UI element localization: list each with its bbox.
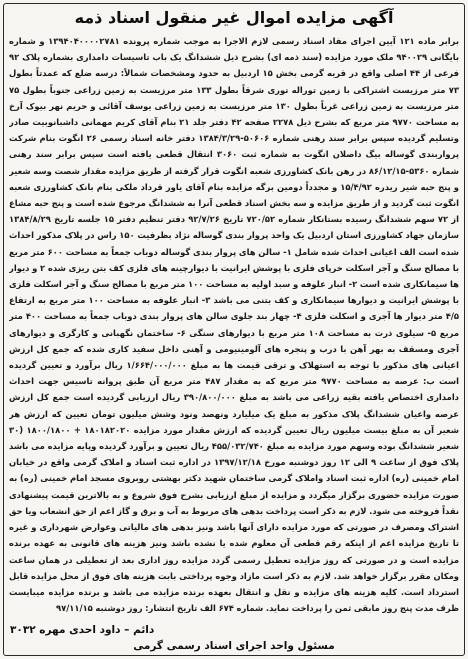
notice-body: برابر ماده ۱۲۱ آیین اجرای مفاد اسناد رسمی لازم الاجرا به موجب شماره پرونده ۱۳۹۴۰۴۰۰۰۰۲۷۸۱ و شماره بایگانی ۹۴۰۰۲۹ ملک مورد مزایده (سند ذمه ای) بشرح ذیل ششدانگ یک باب تاسیسات دامداری بشماره پلاک ۹۲ فرعی از ۴۴ اصلی واقع در قریه گرمی بخش ۱۵ اردبیل به حدود ومشخصات شمالاً: درسه ضلع که عمدتاً بطول ۷۳ متر مرزیست اشتراکی با زمین توراله توری شرقاً بطول ۱۳۳ متر مرزیست به زمین زراعی جنوباً بطول ۷۵ متر مرزیست به زمین زراعی غرباً بطول ۱۳۰ متر مرزیست به زمین زراعی یوسف آقائی و حریم نهر بیوک آرخ به مساحت ۹۷۷۰ متر مربع که بشرح ذیل ۲۲۷۸ صفحه ۴۲ دفتر جلد ۲۱ بنام آقای کریم مهمانی داشبانوبیت صادر وتسلیم گردیده سپس برابر سند رهنی شماره ۵۰۶۰۶-۱۳۸۴/۳/۲۹ دفتر خانه اسناد رسمی ۲۶ انگوت بنام شرکت پرواربندی گوساله بیگ داصلان انگوت به شماره ثبت ۳۰۶۰ انتقال قطعی یافته است سپس برابر سند رهنی شماره ۵۳۶۰-۸۶/۱۲/۱۵ در رهن بانک کشاورزی شعبه انگوت قرار گرفته از طریق مزایده مقدار شصت وسه شعیر و پنج حبه شیر ریدره ۱۵/۴/۹۲ و مجدداً دومین برگه مزایده بنام آقای یاور قرداد ملکی بنام بانک کشاورزی شعبه انگوت ثبت گردید و از طریق مزایده و سه بخش اسناد قطعی آنرا به ششدانگ مرجوع شده است و پنج حبه مشاع از ۷۲ سهم ششدانگ رسیده بستانکار شماره ۷۲۰/۵۲ تاریخ ۹۲/۷/۲۶ دفتر تنظیم دفتر ۱۵ جلسه تاریخ ۱۳۸۴/۸/۲۹ سازمان جهاد کشاورزی استان اردبیل یک واحد پروار بندی گوساله نژاد بظرفیت ۱۵۰ راس در پلاک مذکور احداث شده است الف اعیانی احداث شده شامل ۱- سالن های پروار بندی گوساله دوباب جمعاً به مساحت ۶۰۰ متر مربع با مصالح سنگ و آجر اسکلت خرپای فلزی با پوشش ایرانیت با دیوارچینه های فلزی کف بتن ریزی شده ۲ و دیوار ها سیمانکاری شده است ۲- انبار علوفه و سبد اولیه به مساحت ۱۰۰ متر مربع با مصالح سنگ و آجر اسکلت فلزی با پوشش ایرانیت و دیوارها سیمانکاری و کف بتنی می باشد ۳- انبار علوفه به مساحت ۱۰۰ متر مربع به ارتفاع ۴/۵ متر دیوار ها آجری و اسکلت فلزی ۴- چهار بند جلوی سالن های پروار بندی دوباب جمعاً به مساحت ۴۰۰ متر مربع ۵- سیلوی ذرت به مساحت ۱۰۸ متر مربع با دیوارهای سنگی ۶- ساختمان نگهبانی و کارگری و دیوارهای آجری ومسقف به بهر آهن با درب و پنجره های آلومینیومی و آهنی داخل سفید کاری شده که جمع کل ارزش اعیانی های مذکور با توجه به استهلاک و ترقی قیمت ها به مبلغ ۱/۶۶۴/۰۰۰/۰۰۰ ریال برآورد و تعیین گردیده است ب: عرصه به مساحت ۹۷۷۰ متر مربع که به مقدار ۴۸۷ متر مربع آن طبق پروانه تاسیس جهت احداث دامداری اختصاص یافته بقیه زراعی می باشد به مبلغ ۳۹۰/۸۰۰/۰۰۰ ریال ارزیابی گردیده است جمع کل ارزش عرصه واعیان ششدانگ پلاک مذکور به مبلغ یک میلیارد ونهصد ونود وشش میلیون تومان تعیین که ارزش هر شعیر آن به مبلغ بیست میلیون ریال تعیین گردیده که ارزش مقدار مورد مزایده ۱۸۰۱۸۲۰۲۰ + ۱۸۰۰/۱۸۰۰ (۳۰ شعیر ششدانگ بوده وسهم مورد مزایده به مبلغ ۴۵۵/۰۳۲/۷۴۰ ریال تعیین و برآورد گردیده وپایه مزایده می باشد پلاک فوق از ساعت ۹ الی ۱۲ روز دوشنبه مورخ ۱۳۹۷/۱۲/۱۸ در اداره ثبت اسناد و املاک گرمی واقع در خیابان امام خمینی (ره) اداره ثبت اسناد واملاک گرمی ساختمان شهید دکتر بهشتی روبروی مسجد امام خمینی (ره) به صورت مزایده حضوری برگزار میگردد و مزایده از مبلغ ارزیابی بشرح فوق شروع و به بالاترین قیمت پیشنهادی نقداً فروخته می شود. لازم به ذکر است پرداخت بدهی های مربوط به آب و برق و گاز اعم از حق انشعاب ویا حق اشتراک ومصرف در صورتی که مورد مزایده دارای آنها باشد ونیز بدهی های مالیاتی وعوارض شهرداری و غیره تا تاریخ مزایده اعم از اینکه رقم قطعی آن معلوم شده یا نشده باشد ونیز هزینه های قانونی به عهده برنده مزایده است و در صورتی که روز مزایده تعطیل رسمی گردد مزایده روز اداری بعد از تعطیلی در همان ساعت ومکان مقرر برگزار خواهد شد. لازم به ذکر است مازاد وجوه پرداختی بابت هزینه های فوق از محل مزایده قابل استرداد است. کلیه هزینه های مزایده و نقل و انتقال بعهده برنده مزایده می باشد و برنده مزایده میبایست ظرف مدت پنج روز مابقی ثمن را پرداخت نماید. شماره ۶۷۴ الف تاریخ انتشار: روز دوشنبه ۹۷/۱۱/۱۵	[9, 36, 459, 614]
officer-title: مسئول واحد اجرای اسناد رسمی گرمی	[133, 640, 335, 652]
officer-name: دائم – داود احدی مهره ۳۰۳۲	[10, 624, 155, 636]
notice-footer	[10, 622, 458, 654]
notice-title: آگهی مزایده اموال غیر منقول اسناد ذمه	[74, 8, 394, 27]
